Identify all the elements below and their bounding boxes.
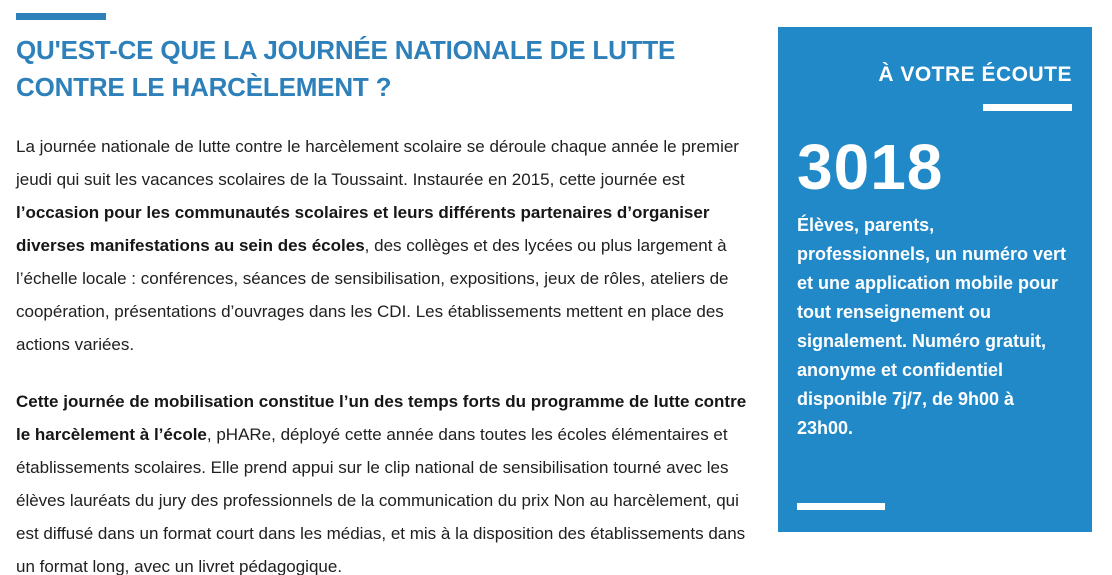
page-title: QU'EST-CE QUE LA JOURNÉE NATIONALE DE LUTTE CONTRE LE HARCÈLEMENT ? — [16, 35, 676, 102]
paragraph-text: La journée nationale de lutte contre le harcèlement scolaire se déroule chaque année le premier jeudi qui suit les vacances scolaires de la Toussaint. Instaurée en 2015, cette journée est — [16, 137, 739, 189]
helpline-info-card — [778, 27, 1092, 532]
paragraph-text: , des collèges et des lycées ou plus largement à l’échelle locale : conférences, séances de sensibilisation, expositions, jeux de rôles, ateliers de coopération, présentations d’ouvrages dans les CDI. Les établissements mettent en place des actions variées. — [16, 236, 729, 354]
paragraph-bold-text: l’occasion pour les communautés scolaires et leurs différents partenaires d’organiser diverses manifestations au sein des écoles — [16, 203, 710, 255]
helpline-number: 3018 — [797, 131, 944, 203]
card-title: À VOTRE ÉCOUTE — [878, 63, 1072, 86]
card-title-underline — [983, 104, 1072, 111]
card-bottom-bar — [797, 503, 885, 510]
helpline-description: Élèves, parents, professionnels, un numéro vert et une application mobile pour tout renseignement ou signalement. Numéro gratuit, anonyme et confidentiel disponible 7j/7, de 9h00 à 23h00. — [797, 215, 1067, 438]
intro-paragraph — [16, 130, 764, 361]
phare-paragraph — [16, 385, 764, 575]
main-content — [16, 13, 764, 575]
paragraph-bold-text: Cette journée de mobilisation constitue l’un des temps forts du programme de lutte contre le harcèlement à l’école — [16, 392, 747, 444]
accent-bar — [16, 13, 106, 20]
paragraph-text: , pHARe, déployé cette année dans toutes les écoles élémentaires et établissements scolaires. Elle prend appui sur le clip national de sensibilisation tourné avec les élèves lauréats du jury des professionnels de la communication du prix Non au harcèlement, qui est diffusé dans un format court dans les médias, et mis à la disposition des établissements dans un format long, avec un livret pédagogique. — [16, 425, 746, 575]
